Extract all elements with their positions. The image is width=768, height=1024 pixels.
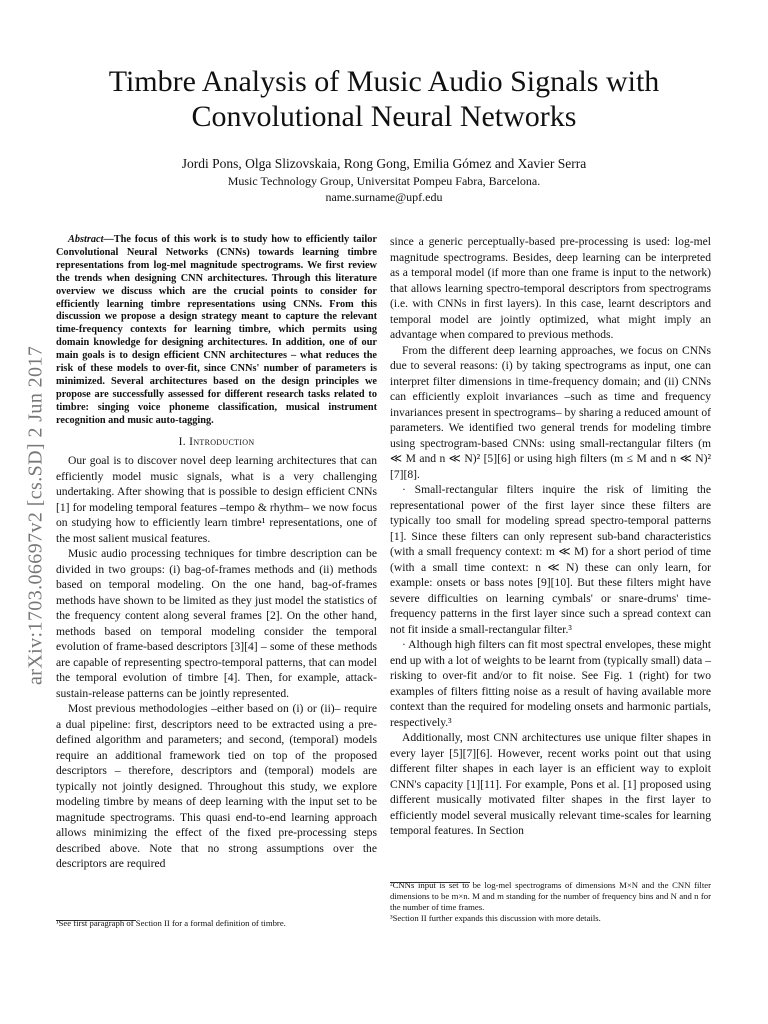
title-line-2: Convolutional Neural Networks [191, 100, 577, 133]
paper-title [60, 64, 708, 134]
footnotes-right [390, 880, 711, 924]
left-column [56, 234, 377, 872]
footnote-2: ²CNNs input is set to be log-mel spectrograms of dimensions M×N and the CNN filter dimensions to be m×n. M and m standing for the number of frequency bins and N and n for the number of time frames. [390, 880, 711, 912]
right-paragraph-1: since a generic perceptually-based pre-processing is used: log-mel magnitude spectrograms. Besides, deep learning can be interpreted as a temporal model (if more than one frame is input to the network) that allows learning spectro-temporal descriptors from spectrograms (i.e. with CNNs in first layers). In this case, learnt descriptors and temporal model are jointly optimized, what might imply an advantage when compared to previous methods. [390, 235, 711, 341]
intro-paragraph-3: Most previous methodologies –either based on (i) or (ii)– require a dual pipeline: first, descriptors need to be extracted using a pre-defined algorithm and parameters; and second, (temporal) models require an additional framework tied on top of the proposed descriptors – therefore, descriptors and (temporal) models are typically not jointly designed. Throughout this study, we explore modeling timbre by means of deep learning with the input set to be magnitude spectrograms. This quasi end-to-end learning approach allows minimizing the effect of the fixed pre-processing steps described above. Note that no strong assumptions over the descriptors are required [56, 702, 377, 871]
footnote-1: ¹See first paragraph of Section II for a formal definition of timbre. [56, 918, 286, 928]
right-paragraph-5: Additionally, most CNN architectures use unique filter shapes in every layer [5][7][6]. However, recent works point out that using different filter shapes in each layer is an efficient way to exploit CNN's capacity [1][11]. For example, Pons et al. [1] proposed using different musically motivated filter shapes in the first layer to efficiently model several musically relevant time-scales for learning temporal features. In Section [390, 731, 711, 837]
arxiv-stamp: arXiv:1703.06697v2 [cs.SD] 2 Jun 2017 [24, 345, 47, 685]
email: name.surname@upf.edu [325, 190, 443, 204]
footnote-3: ³Section II further expands this discussion with more details. [390, 913, 601, 923]
right-paragraph-3: · Small-rectangular filters inquire the risk of limiting the representational power of the first layer since these filters are typically too small for modeling spread spectro-temporal patterns [1]. Since these filters can only represent sub-band characteristics (with a small frequency context: m ≪ M) for a short period of time (with a small time context: n ≪ N) these can only learn, for example: onsets or bass notes [9][10]. But these filters might have severe difficulties on learning cymbals' or snare-drums' time-frequency patterns in the first layer since such a spread context can not fit inside a small-rectangular filter.³ [390, 483, 711, 636]
intro-paragraph-1: Our goal is to discover novel deep learning architectures that can efficiently model music signals, what is a very challenging undertaking. After showing that is possible to design efficient CNNs [1] for modeling temporal features –tempo & rhythm– we now focus on studying how to efficiently learn timbre¹ representations, one of the most salient musical features. [56, 454, 377, 545]
affiliation: Music Technology Group, Universitat Pompeu Fabra, Barcelona. [227, 174, 541, 188]
authors: Jordi Pons, Olga Slizovskaia, Rong Gong, Emilia Gómez and Xavier Serra [181, 156, 587, 171]
section-heading [56, 434, 377, 450]
intro-paragraph-2: Music audio processing techniques for timbre description can be divided in two groups: (i) bag-of-frames methods and (ii) methods based on temporal modeling. On the one hand, bag-of-frames methods have shown to be limited as they just model the statistics of the frequency content along several frames [2]. On the other hand, methods based on temporal modeling consider the temporal evolution of frame-based descriptors [3][4] – some of these methods are capable of representing spectro-temporal patterns, that can model the temporal evolution of timbre [4]. Then, for example, attack-sustain-release patterns can be jointly represented. [56, 547, 377, 700]
abstract [56, 234, 377, 428]
right-paragraph-2: From the different deep learning approaches, we focus on CNNs due to several reasons: (i) by taking spectrograms as input, one can interpret filter dimensions in time-frequency domain; and (ii) CNNs can efficiently exploit invariances –such as time and frequency invariances present in spectrograms– by sharing a reduced amount of parameters. We identified two general trends for modeling timbre using spectrogram-based CNNs: using small-rectangular filters (m ≪ M and n ≪ N)² [5][6] or using high filters (m ≤ M and n ≪ N)² [7][8]. [390, 343, 711, 481]
abstract-text: —The focus of this work is to study how to efficiently tailor Convolutional Neural Networks (CNNs) towards learning timbre representations from log-mel magnitude spectrograms. We first review the trends when designing CNN architectures. Through this literature overview we discuss which are the crucial points to consider for efficiently learning timbre representations using CNNs. From this discussion we propose a design strategy meant to capture the relevant time-frequency contexts for learning timbre, which permits using domain knowledge for designing architectures. In addition, one of our main goals is to design efficient CNN architectures – what reduces the risk of these models to over-fit, since CNNs' number of parameters is minimized. Several architectures based on the design principles we propose are successfully assessed for different research tasks related to timbre: singing voice phoneme classification, musical instrument recognition and music auto-tagging. [56, 234, 377, 426]
section-number: I. [178, 434, 186, 448]
abstract-label: Abstract [68, 234, 104, 245]
right-paragraph-4: · Although high filters can fit most spectral envelopes, these might end up with a lot of weights to be learnt from (typically small) data – risking to over-fit and/or to fit noise. See Fig. 1 (right) for two examples of filters fitting noise as a result of having available more context than the required for modeling onsets and harmonic partials, respectively.³ [390, 638, 711, 729]
section-title: Introduction [189, 434, 255, 448]
right-column [390, 234, 711, 839]
title-line-1: Timbre Analysis of Music Audio Signals with [108, 65, 660, 98]
